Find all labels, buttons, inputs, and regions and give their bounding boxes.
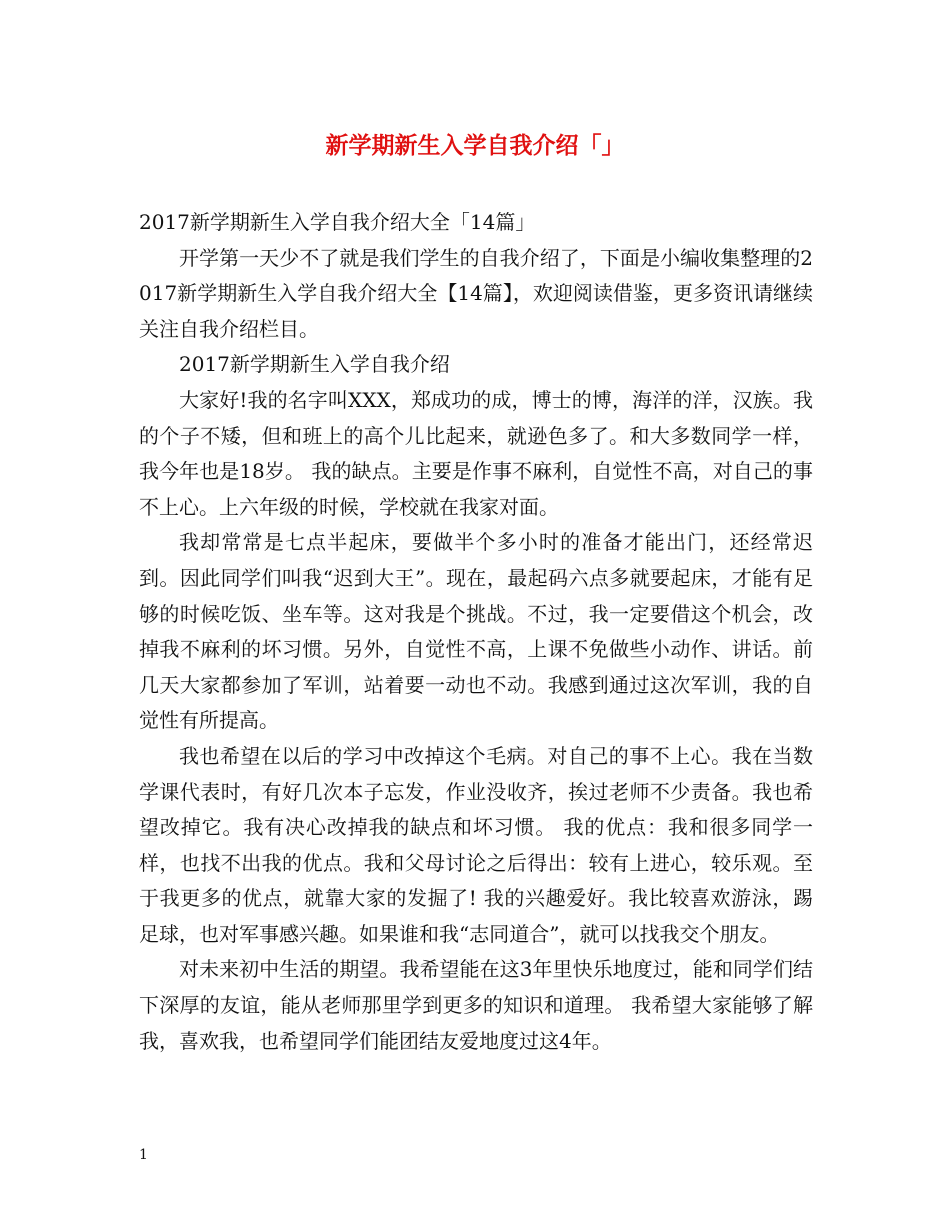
section-heading-paragraph: 2017新学期新生入学自我介绍	[179, 352, 450, 377]
body-paragraph: 我却常常是七点半起床，要做半个多小时的准备才能出门，还经常迟到。因此同学们叫我“迟到大王”。现在，最起码六点多就要起床，才能有足够的时候吃饭、坐车等。这对我是个挑战。不过，我一定要借这个机会，改掉我不麻利的坏习惯。另外，自觉性不高，上课不免做些小动作、讲话。前几天大家都参加了军训，站着要一动也不动。我感到通过这次军训，我的自觉性有所提高。	[139, 530, 813, 733]
body-paragraph: 对未来初中生活的期望。我希望能在这3年里快乐地度过，能和同学们结下深厚的友谊，能从老师那里学到更多的知识和道理。 我希望大家能够了解我，喜欢我，也希望同学们能团结友爱地度过这4年。	[139, 957, 813, 1053]
intro-paragraph: 开学第一天少不了就是我们学生的自我介绍了，下面是小编收集整理的2017新学期新生入学自我介绍大全【14篇】，欢迎阅读借鉴，更多资讯请继续关注自我介绍栏目。	[139, 245, 813, 341]
subtitle-paragraph: 2017新学期新生入学自我介绍大全「14篇」	[139, 210, 536, 234]
document-body	[139, 205, 813, 1059]
document-title: 新学期新生入学自我介绍「」	[325, 132, 625, 159]
body-paragraph: 我也希望在以后的学习中改掉这个毛病。对自己的事不上心。我在当数学课代表时，有好几次本子忘发，作业没收齐，挨过老师不少责备。我也希望改掉它。我有决心改掉我的缺点和坏习惯。 我的优点：我和很多同学一样，也找不出我的优点。我和父母讨论之后得出：较有上进心，较乐观。至于我更多的优点，就靠大家的发掘了! 我的兴趣爱好。我比较喜欢游泳，踢足球，也对军事感兴趣。如果谁和我“志同道合”，就可以找我交个朋友。	[139, 743, 813, 946]
page-number: 1	[139, 1147, 148, 1163]
body-paragraph: 大家好!我的名字叫XXX，郑成功的成，博士的博，海洋的洋，汉族。我的个子不矮，但和班上的高个儿比起来，就逊色多了。和大多数同学一样，我今年也是18岁。 我的缺点。主要是作事不麻利，自觉性不高，对自己的事不上心。上六年级的时候，学校就在我家对面。	[139, 387, 813, 519]
